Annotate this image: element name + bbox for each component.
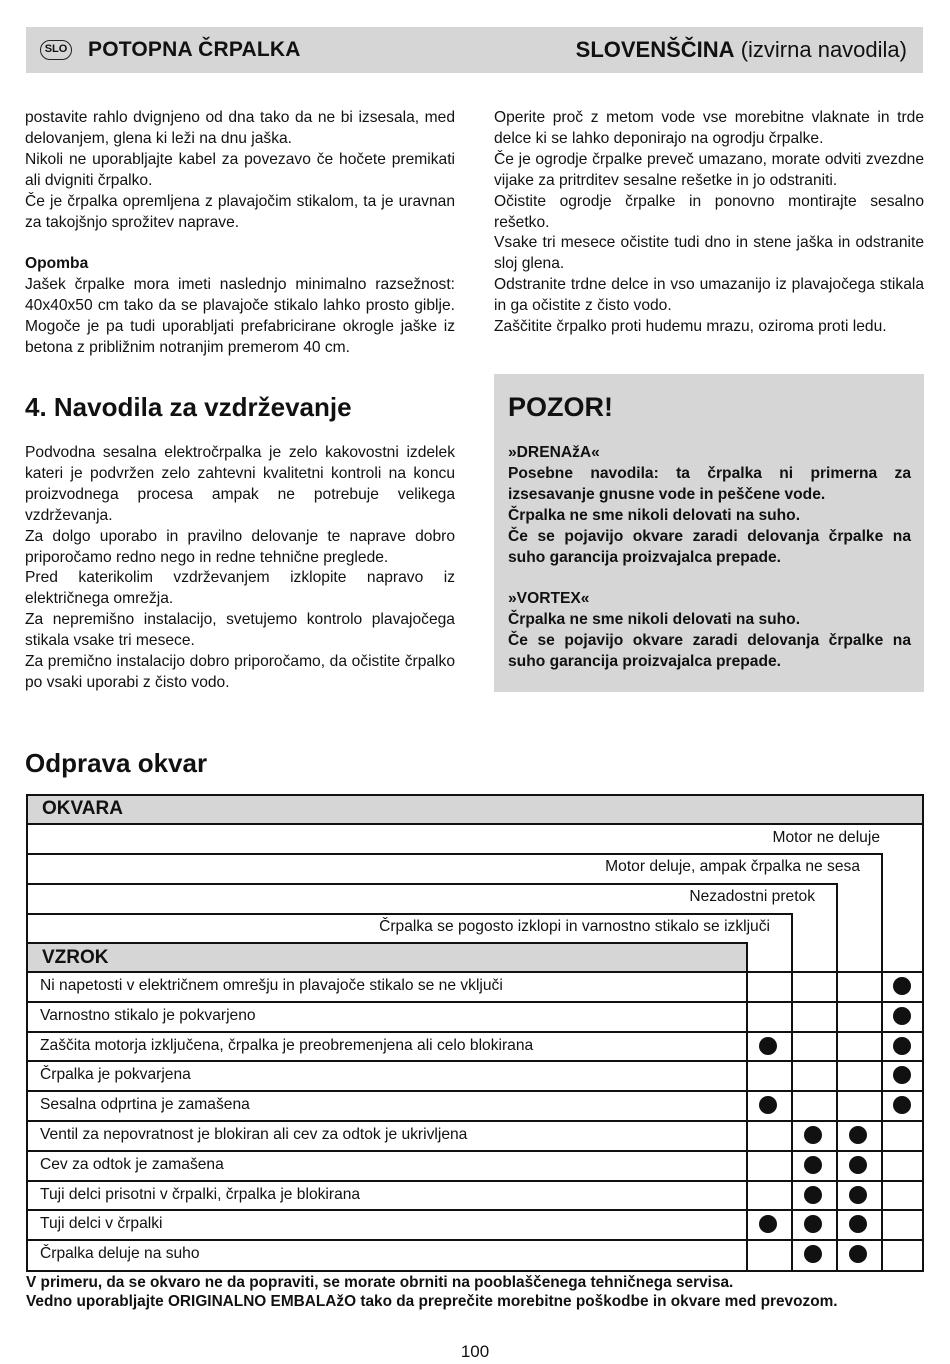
paragraph: Očistite ogrodje črpalke in ponovno montirajte sesalno rešetko.: [494, 192, 924, 231]
maintenance-heading: 4. Navodila za vzdrževanje: [25, 392, 352, 422]
paragraph: Če je črpalka opremljena z plavajočim stikalom, ta je uravnan za takojšnjo sprožitev naprave.: [25, 192, 455, 231]
right-top-text: [494, 108, 924, 338]
cause-label-text: Cev za odtok je zamašena: [40, 1156, 224, 1173]
cause-row-line: [26, 1180, 924, 1182]
paragraph: Podvodna sesalna elektročrpalka je zelo kakovostni izdelek kateri je podvržen zelo zahtevni kvalitetni kontroli na koncu proizvodnega procesa ampak ne potrebuje velikega vzdrževanja.: [25, 444, 455, 524]
cause-label-text: Črpalka je pokvarjena: [40, 1066, 191, 1083]
paragraph: Pred katerikolim vzdrževanjem izklopite napravo iz električnega omrežja.: [25, 569, 455, 608]
warning-section-title: »VORTEX«: [508, 590, 590, 608]
cause-header-band: [26, 942, 746, 972]
table-border-bottom: [26, 1270, 924, 1272]
mark-dot: [849, 1156, 867, 1174]
language-badge: SLO: [40, 40, 72, 60]
footer-notes: [26, 1273, 838, 1311]
mark-dot: [893, 1037, 911, 1055]
warning-text: Črpalka ne sme nikoli delovati na suho.: [508, 506, 801, 524]
mark-dot: [804, 1156, 822, 1174]
note-title: Opomba: [25, 255, 89, 273]
page-number: 100: [460, 1342, 490, 1361]
cause-label-text: Varnostno stikalo je pokvarjeno: [40, 1007, 256, 1024]
fault-row-line: [26, 883, 836, 885]
mark-dot: [759, 1037, 777, 1055]
paragraph: Za dolgo uporabo in pravilno delovanje te naprave dobro priporočamo redno nego in redne tehnične preglede.: [25, 527, 455, 566]
fault-3: Nezadostni pretok: [689, 888, 815, 905]
mark-dot: [893, 977, 911, 995]
fault-4: Črpalka se pogosto izklopi in varnostno stikalo se izklјuči: [379, 918, 770, 935]
paragraph: Zaščitite črpalko proti hudemu mrazu, oziroma proti ledu.: [494, 318, 887, 336]
mark-dot: [804, 1215, 822, 1233]
paragraph: Nikoli ne uporabljajte kabel za povezavo če hočete premikati ali dvigniti črpalko.: [25, 150, 455, 189]
cause-label-text: Tuji delci v črpalki: [40, 1215, 163, 1232]
cause-label-text: Sesalna odprtina je zamašena: [40, 1096, 250, 1113]
note-body: Jašek črpalke mora imeti naslednjo minimalno razsežnost: 40x40x50 cm tako da se plavajoče stikalo lahko prosto giblje. Mogoče je pa tudi uporabljati prefabricirane okrogle jaške iz betona z približnim notranjim premerom 40 cm.: [25, 276, 455, 357]
troubleshooting-heading: Odprava okvar: [25, 748, 208, 778]
paragraph: Odstranite trdne delce in vso umazanijo iz plavajočega stikala in ga očistite z čisto vodo.: [494, 276, 924, 315]
fault-header-band: [26, 794, 924, 824]
mark-dot: [849, 1186, 867, 1204]
cause-row-line: [26, 1150, 924, 1152]
cause-label-text: Tuji delci prisotni v črpalki, črpalka je blokirana: [40, 1186, 361, 1203]
language-note: (izvirna navodila): [740, 37, 907, 62]
mark-dot: [804, 1186, 822, 1204]
cause-row-line: [26, 1090, 924, 1092]
cause-row-line: [26, 1209, 924, 1211]
mark-column-line: [836, 883, 838, 1272]
footer-service-note: V primeru, da se okvaro ne da popraviti, se morate obrniti na pooblaščenega tehničnega servisa.: [26, 1274, 734, 1291]
mark-dot: [893, 1007, 911, 1025]
mark-dot: [849, 1215, 867, 1233]
mark-dot: [804, 1126, 822, 1144]
paragraph: Če je ogrodje črpalke preveč umazano, morate odviti zvezdne vijake za pritrditev sesalne rešetke in jo odstraniti.: [494, 150, 924, 189]
warning-text: Če se pojavijo okvare zaradi delovanja črpalke na suho garancija proizvajalca prepade.: [508, 527, 911, 566]
cause-label-text: Ni napetosti v električnem omrešju in plavajoče stikalo se ne vklјuči: [40, 977, 503, 994]
paragraph: postavite rahlo dvignjeno od dna tako da ne bi izsesala, med delovanjem, glena ki leži na dnu jaška.: [25, 109, 455, 147]
mark-column-line: [791, 913, 793, 1272]
paragraph: Vsake tri mesece očistite tudi dno in stene jaška in odstranite sloj glena.: [494, 234, 924, 273]
mark-dot: [804, 1245, 822, 1263]
cause-label-text: Zaščita motorja izklјučena, črpalka je preobremenjena ali celo blokirana: [40, 1037, 534, 1054]
mark-dot: [759, 1096, 777, 1114]
paragraph: Za premično instalacijo dobro priporočamo, da očistite črpalko po vsaki uporabi z čisto vodo.: [25, 653, 455, 691]
mark-dot: [849, 1126, 867, 1144]
fault-row-line: [26, 853, 881, 855]
warning-box: [494, 374, 924, 692]
warning-text: Črpalka ne sme nikoli delovati na suho.: [508, 611, 801, 629]
cause-label: VZROK: [42, 947, 109, 968]
fault-row-line: [26, 913, 791, 915]
cause-label-text: Črpalka deluje na suho: [40, 1245, 200, 1262]
cause-row-line: [26, 1001, 924, 1003]
product-title: POTOPNA ČRPALKA: [88, 38, 301, 61]
maintenance-text: [25, 443, 455, 694]
mark-dot: [893, 1096, 911, 1114]
warning-section-title: »DRENAžA«: [508, 444, 600, 461]
left-top-text: [25, 108, 455, 359]
cause-row-line: [26, 1120, 924, 1122]
language-title: [576, 37, 907, 63]
mark-dot: [849, 1245, 867, 1263]
warning-text: Posebne navodila: ta črpalka ni primerna za izsesavanje gnusne vode in peščene vode.: [508, 464, 911, 503]
cause-row-line: [26, 1060, 924, 1062]
fault-label: OKVARA: [42, 798, 123, 819]
fault-1: Motor ne deluje: [772, 829, 880, 846]
mark-dot: [759, 1215, 777, 1233]
cause-header-top-line: [26, 942, 748, 944]
table-border-right: [922, 794, 924, 1272]
warning-text: Če se pojavijo okvare zaradi delovanja črpalke na suho garancija proizvajalca prepade.: [508, 632, 911, 671]
fault-header-line: [26, 823, 924, 825]
page-header: [26, 27, 923, 73]
table-border-left: [26, 794, 28, 1272]
language-name: SLOVENŠČINA: [575, 37, 735, 62]
cause-label-text: Ventil za nepovratnost je blokiran ali cev za odtok je ukrivljena: [40, 1126, 468, 1143]
warning-title: POZOR!: [508, 392, 613, 422]
footer-packaging-note: Vedno uporabljajte ORIGINALNO EMBALAžO tako da preprečite morebitne poškodbe in okvare med prevozom.: [26, 1293, 838, 1310]
table-border-top: [26, 794, 924, 796]
paragraph: Za nepremišno instalacijo, svetujemo kontrolo plavajočega stikala vsake tri mesece.: [25, 611, 455, 650]
paragraph: Operite proč z metom vode vse morebitne vlaknate in trde delce ki se lahko deponirajo na ogrodju črpalke.: [494, 109, 924, 147]
troubleshooting-table: [26, 794, 924, 1272]
fault-2: Motor deluje, ampak črpalka ne sesa: [605, 858, 860, 875]
cause-header-bottom-line: [26, 971, 924, 973]
cause-row-line: [26, 1239, 924, 1241]
mark-column-line: [746, 942, 748, 1272]
warning-body: [508, 443, 911, 673]
cause-row-line: [26, 1031, 924, 1033]
mark-dot: [893, 1066, 911, 1084]
